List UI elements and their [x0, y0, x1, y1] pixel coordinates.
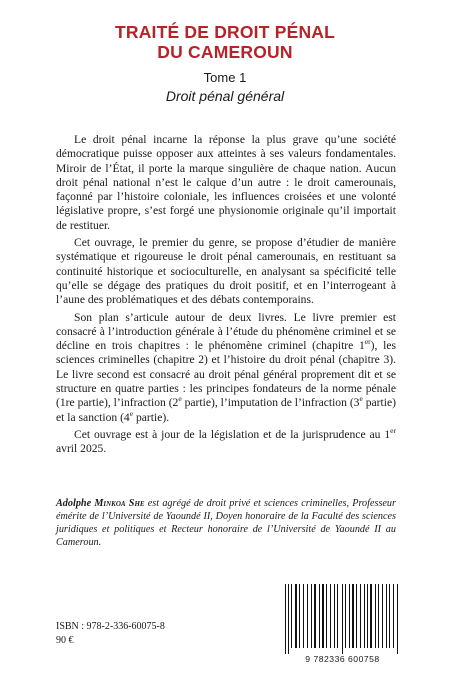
- barcode-stripe: [356, 584, 357, 648]
- barcode-stripe: [365, 584, 366, 648]
- blurb-paragraph-3: Son plan s’articule autour de deux livres. Le livre premier est consacré à l’introduction générale à l’étude du phénomène criminel et se décline en trois chapitres : le phénomène criminel (chapitre 1er), les sciences criminelles (chapitre 2) et l’histoire du droit pénal (chapitre 3). Le livre second est consacré au droit pénal général proprement dit et se structure en quatre parties : les principes fondateurs de la norme pénale (1re partie), l’infraction (2e partie), l’imputation de l’infraction (3e partie) et la sanction (4e partie).: [56, 310, 396, 424]
- barcode-stripe: [376, 584, 377, 648]
- volume-label: Tome 1: [203, 70, 247, 85]
- book-title-line1: TRAITÉ DE DROIT PÉNAL: [114, 22, 336, 42]
- barcode-stripe: [293, 584, 294, 648]
- book-title-line2: DU CAMEROUN: [157, 42, 293, 62]
- author-name: Adolphe Minkoa She: [56, 498, 145, 509]
- barcode-stripe: [334, 584, 335, 648]
- barcode-stripe: [322, 584, 324, 648]
- barcode-stripe: [345, 584, 346, 648]
- barcode-stripe: [343, 584, 344, 654]
- book-title: [0, 22, 450, 62]
- barcode-stripe: [286, 584, 287, 654]
- barcode-stripe: [349, 584, 350, 648]
- barcode-stripe: [387, 584, 388, 648]
- barcode-stripe: [350, 584, 351, 648]
- back-cover-blurb: [56, 133, 396, 460]
- barcode-stripe: [382, 584, 383, 648]
- author-description: est agrégé de droit privé et sciences criminelles, Professeur émérite de l’Université de Yaoundé II, Doyen honoraire de la Faculté des sciences juridiques et politiques et Recteur honoraire de l’Université de Yaoundé II au Cameroun.: [56, 498, 396, 548]
- barcode-stripe: [337, 584, 338, 648]
- book-subtitle: Droit pénal général: [165, 88, 285, 104]
- barcode-stripe: [367, 584, 368, 648]
- cover-header: [0, 22, 450, 104]
- barcode-stripe: [373, 584, 374, 648]
- barcode-stripe: [384, 584, 385, 648]
- barcode-bars: [285, 584, 400, 656]
- barcode-stripe: [326, 584, 327, 648]
- barcode-stripe: [395, 584, 396, 654]
- barcode-stripe: [299, 584, 300, 648]
- blurb-paragraph-4: Cet ouvrage est à jour de la législation et de la jurisprudence au 1er avril 2025.: [56, 426, 396, 456]
- barcode-stripe: [399, 584, 400, 654]
- barcode: [285, 584, 400, 668]
- blurb-paragraph-2: Cet ouvrage, le premier du genre, se propose d’étudier de manière systématique et rigoureuse le droit pénal camerounais, en restituant sa continuité historique et socioculturelle, en analysant sa spécificité telle qu’elle se dégage des pratiques du droit positif, et en l’interrogeant à l’aune des problématiques et des débats contemporains.: [56, 236, 396, 307]
- barcode-stripe: [370, 584, 372, 648]
- barcode-stripe: [308, 584, 310, 648]
- barcode-stripe: [303, 584, 304, 648]
- barcode-stripe: [314, 584, 315, 648]
- barcode-stripe: [338, 584, 340, 648]
- barcode-stripe: [305, 584, 306, 648]
- barcode-stripe: [360, 584, 361, 648]
- barcode-stripe: [311, 584, 312, 648]
- barcode-stripe: [317, 584, 318, 648]
- barcode-stripe: [328, 584, 329, 648]
- barcode-stripe: [393, 584, 394, 648]
- barcode-stripe: [361, 584, 362, 648]
- author-bio: [56, 497, 396, 549]
- barcode-stripe: [291, 584, 292, 648]
- barcode-stripe: [389, 584, 390, 648]
- barcode-stripe: [320, 584, 321, 648]
- barcode-stripe: [378, 584, 379, 648]
- isbn-text: ISBN : 978-2-336-60075-8: [56, 621, 165, 632]
- barcode-number: 9 782336 600758: [305, 654, 380, 664]
- barcode-stripe: [297, 584, 298, 648]
- blurb-paragraph-1: Le droit pénal incarne la réponse la plus grave qu’une société démocratique puisse opposer aux atteintes à ses valeurs fondamentales. Miroir de l’État, il porte la marque singulière de chaque nation. Aucun droit pénal national n’est le calque d’un autre : le droit camerounais, façonné par l’histoire coloniale, les influences croisées et une volonté législative propre, s’est forgé une physionomie originale qu’il importait de restituer.: [56, 133, 396, 232]
- barcode-stripe: [331, 584, 332, 648]
- barcode-stripe: [288, 584, 289, 654]
- barcode-stripe: [354, 584, 355, 648]
- price-text: 90 €: [56, 635, 74, 646]
- publication-info: [56, 620, 165, 648]
